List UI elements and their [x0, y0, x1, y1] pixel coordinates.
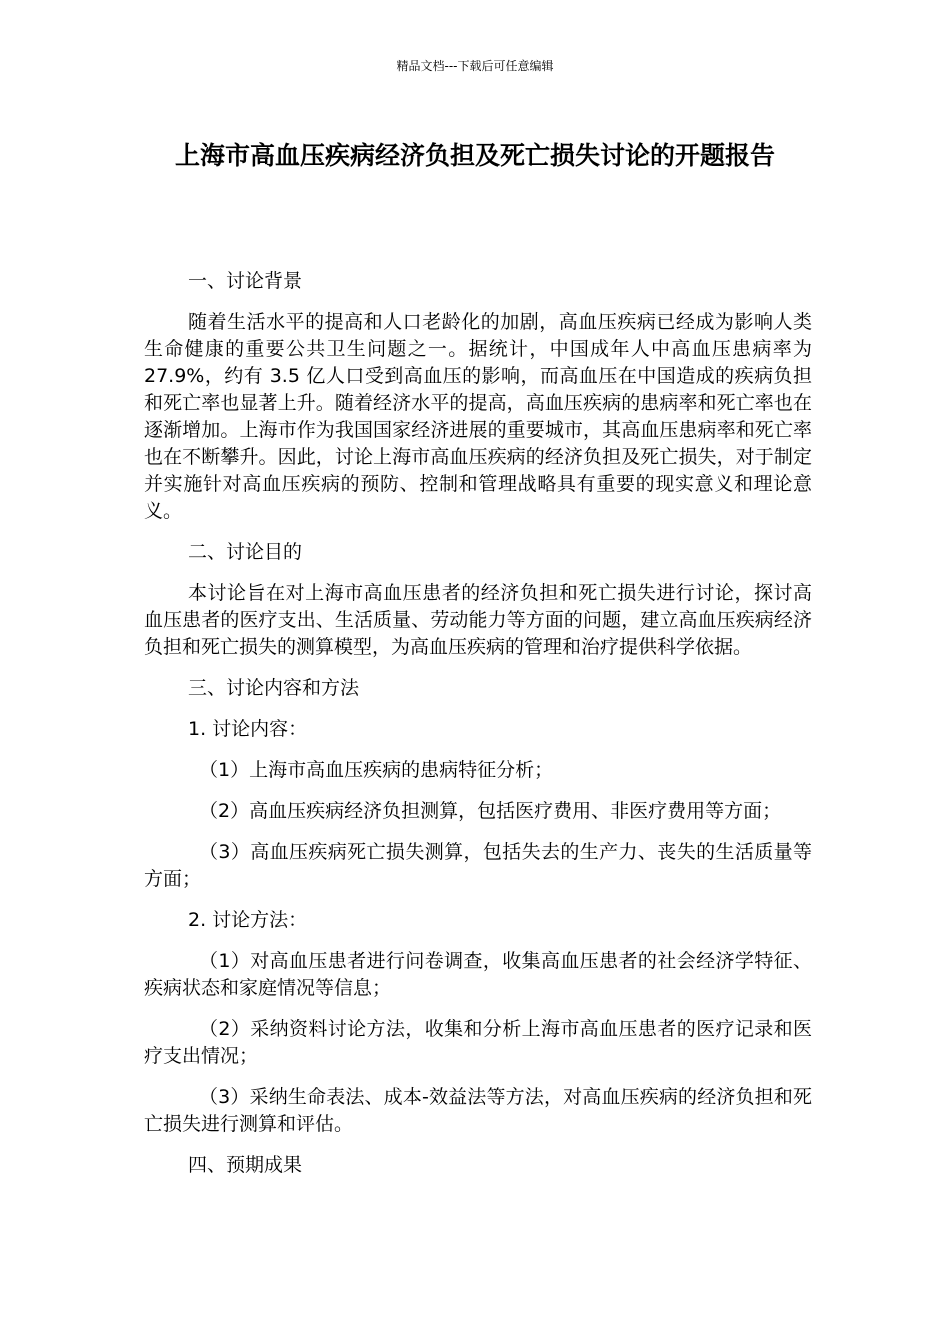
section-heading-content-method: 三、讨论内容和方法 — [188, 677, 360, 699]
document-body — [144, 268, 812, 1193]
page-header: 精品文档---下载后可任意编辑 — [396, 59, 554, 73]
section-heading-expected-results: 四、预期成果 — [188, 1154, 303, 1176]
subheading-method: 2. 讨论方法： — [188, 909, 308, 931]
paragraph-purpose: 本讨论旨在对上海市高血压患者的经济负担和死亡损失进行讨论，探讨高血压患者的医疗支出、生活质量、劳动能力等方面的问题，建立高血压疾病经济负担和死亡损失的测算模型，为高血压疾病的管理和治疗提供科学依据。 — [144, 582, 812, 658]
content-item-1: （1）上海市高血压疾病的患病特征分析； — [199, 759, 554, 781]
section-heading-purpose: 二、讨论目的 — [188, 541, 303, 563]
content-item-3: （3）高血压疾病死亡损失测算，包括失去的生产力、丧失的生活质量等方面； — [144, 841, 812, 890]
subheading-content: 1. 讨论内容： — [188, 718, 308, 740]
method-item-1: （1）对高血压患者进行问卷调查，收集高血压患者的社会经济学特征、疾病状态和家庭情况等信息； — [144, 950, 812, 999]
section-heading-background: 一、讨论背景 — [188, 270, 303, 292]
content-item-2: （2）高血压疾病经济负担测算，包括医疗费用、非医疗费用等方面； — [199, 800, 782, 822]
document-title: 上海市高血压疾病经济负担及死亡损失讨论的开题报告 — [174, 141, 775, 170]
method-item-2: （2）采纳资料讨论方法，收集和分析上海市高血压患者的医疗记录和医疗支出情况； — [144, 1018, 812, 1067]
method-item-3: （3）采纳生命表法、成本-效益法等方法，对高血压疾病的经济负担和死亡损失进行测算和评估。 — [144, 1086, 812, 1135]
paragraph-background: 随着生活水平的提高和人口老龄化的加剧，高血压疾病已经成为影响人类生命健康的重要公共卫生问题之一。据统计，中国成年人中高血压患病率为 27.9%，约有 3.5 亿人口受到高血压的影响，而高血压在中国造成的疾病负担和死亡率也显著上升。随着经济水平的提高，高血压疾病的患病率和死亡率也在逐渐增加。上海市作为我国国家经济进展的重要城市，其高血压患病率和死亡率也在不断攀升。因此，讨论上海市高血压疾病的经济负担及死亡损失，对于制定并实施针对高血压疾病的预防、控制和管理战略具有重要的现实意义和理论意义。 — [144, 311, 812, 522]
